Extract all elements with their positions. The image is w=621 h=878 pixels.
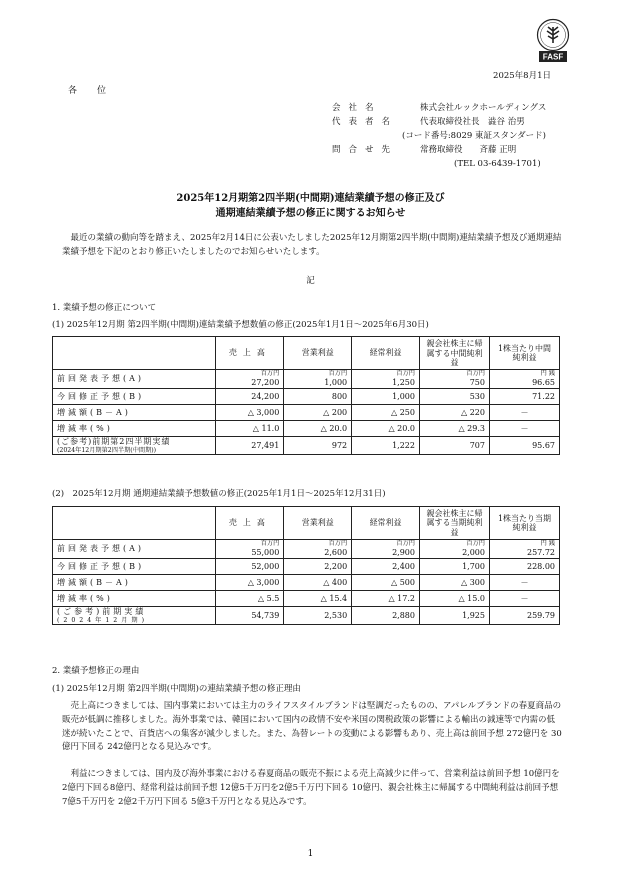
table2-cell: － (489, 591, 559, 607)
table2-cell: 円 銭 257.72 (489, 540, 559, 559)
table1-cell: 1,222 (352, 437, 420, 455)
table2-cell: － (489, 575, 559, 591)
table2-cell: 1,700 (419, 559, 489, 575)
addressee: 各位 (68, 86, 127, 96)
table1-cell: △ 200 (284, 405, 352, 421)
table1-cell: 800 (284, 389, 352, 405)
table1-cell: △ 29.3 (419, 421, 489, 437)
table2-cell: 54,739 (216, 607, 284, 625)
table1-cell: 円 銭 96.65 (489, 370, 559, 389)
table1-cell: 1,000 (352, 389, 420, 405)
table2-row-previous-label: 前回発表予想(A) (53, 540, 216, 559)
table2-cell: △ 17.2 (352, 591, 420, 607)
contact-person: 常務取締役 斉藤 正明 (420, 145, 517, 155)
table1-cell: △ 20.0 (284, 421, 352, 437)
table1-cell: 95.67 (489, 437, 559, 455)
table1-cell: △ 3,000 (216, 405, 284, 421)
securities-code: (コード番号:8029 東証スタンダード) (402, 131, 546, 141)
table2-cell: 2,880 (352, 607, 420, 625)
table2-cell: 2,200 (284, 559, 352, 575)
table2-row-rate-label: 増減率(%) (53, 591, 216, 607)
table2-cell: 1,925 (419, 607, 489, 625)
company-label: 会社名 (332, 103, 382, 113)
representative-label: 代表者名 (332, 117, 399, 127)
table1-row-revised-label: 今回修正予想(B) (53, 389, 216, 405)
table2-cell: 百万円 2,000 (419, 540, 489, 559)
table1-cell: 71.22 (489, 389, 559, 405)
table1-cell: 27,491 (216, 437, 284, 455)
table2-cell: 228.00 (489, 559, 559, 575)
table2-cell: △ 300 (419, 575, 489, 591)
table2-row-revised-label: 今回修正予想(B) (53, 559, 216, 575)
page-number: 1 (307, 849, 314, 859)
table2-cell: 百万円 2,900 (352, 540, 420, 559)
table1-caption: (1) 2025年12月期 第2四半期(中間期)連結業績予想数値の修正(2025年1月1日～2025年6月30日) (52, 320, 429, 330)
table1-row-previous-label: 前回発表予想(A) (53, 370, 216, 389)
representative-name: 代表取締役社長 澁谷 治男 (420, 117, 525, 127)
release-date: 2025年8月1日 (493, 71, 551, 81)
reason-paragraph-sales: 売上高につきましては、国内事業においては主力のライフスタイルブランドは堅調だったものの、アパレルブランドの春夏商品の販売が低調に推移しました。海外事業では、韓国において国内の政情不安や米国の関税政策の影響による輸出の減速等で内需の低迷が続いたことで、百貨店への集客が減少しました。また、為替レートの変動による影響もあり、売上高は前回予想 272億円を 30億円下回る 242億円となる見込みです。 (62, 701, 562, 753)
contact-label: 問合せ先 (332, 145, 399, 155)
table2-row-change-label: 増減額(B－A) (53, 575, 216, 591)
table1-header-operating-income: 営業利益 (284, 337, 352, 370)
fasf-logo-text: FASF (542, 52, 564, 62)
fasf-logo (536, 18, 570, 64)
table1-cell: 百万円 27,200 (216, 370, 284, 389)
table2-cell: 2,400 (352, 559, 420, 575)
table1-header-sales: 売上高 (216, 337, 284, 370)
table2-cell: △ 5.5 (216, 591, 284, 607)
ki-marker: 記 (306, 276, 315, 286)
table1-cell: △ 20.0 (352, 421, 420, 437)
table2-header-operating-income: 営業利益 (284, 507, 352, 540)
table2-cell: △ 500 (352, 575, 420, 591)
table2-header-eps: 1株当たり当期純利益 (489, 507, 559, 540)
table1-header-ordinary-income: 経常利益 (352, 337, 420, 370)
table1-cell: － (489, 421, 559, 437)
intro-paragraph: 最近の業績の動向等を踏まえ、2025年2月14日に公表いたしました2025年12月期第2四半期(中間期)連結業績予想及び通期連結業績予想を下記のとおり修正いたしましたのでお知らせいたします。 (62, 233, 562, 257)
table1-interim-forecast (52, 336, 560, 455)
table2-header-ordinary-income: 経常利益 (352, 507, 420, 540)
section1-heading: 1. 業績予想の修正について (52, 303, 157, 313)
table2-cell: 259.79 (489, 607, 559, 625)
contact-phone: (TEL 03-6439-1701) (454, 159, 541, 169)
table1-header-eps: 1株当たり中間純利益 (489, 337, 559, 370)
table2-cell: △ 400 (284, 575, 352, 591)
table1-cell: △ 220 (419, 405, 489, 421)
reason-paragraph-profit: 利益につきましては、国内及び海外事業における春夏商品の販売不振による売上高減少に伴って、営業利益は前回予想 10億円を2億円下回る8億円、経常利益は前回予想 12億5千万円を2億5千万円下回る 10億円、親会社株主に帰属する中間純利益は前回予想 7億5千万円を 2億2千万円下回る 5億3千万円となる見込みです。 (62, 769, 560, 807)
table2-row-reference-label: (ご参考)前期実績 (2024年12月期) (53, 607, 216, 625)
section2-heading: 2. 業績予想修正の理由 (52, 666, 140, 676)
table1-cell: 百万円 1,250 (352, 370, 420, 389)
table2-cell: △ 15.0 (419, 591, 489, 607)
document-title (0, 192, 621, 221)
table2-cell: △ 15.4 (284, 591, 352, 607)
table1-corner (53, 337, 216, 370)
table1-cell: 530 (419, 389, 489, 405)
table1-cell: 百万円 750 (419, 370, 489, 389)
table2-header-sales: 売上高 (216, 507, 284, 540)
table1-cell: 百万円 1,000 (284, 370, 352, 389)
table2-header-net-income: 親会社株主に帰属する当期純利益 (419, 507, 489, 540)
table1-cell: 24,200 (216, 389, 284, 405)
section2-subheading: (1) 2025年12月期 第2四半期(中間期)の連結業績予想の修正理由 (52, 684, 301, 694)
table1-cell: － (489, 405, 559, 421)
table2-caption: (2) 2025年12月期 通期連結業績予想数値の修正(2025年1月1日～2025年12月31日) (52, 489, 386, 499)
table1-cell: 707 (419, 437, 489, 455)
table1-cell: 972 (284, 437, 352, 455)
table1-cell: △ 11.0 (216, 421, 284, 437)
table2-cell: 百万円 2,600 (284, 540, 352, 559)
company-name: 株式会社ルックホールディングス (420, 103, 547, 113)
table2-full-year-forecast (52, 506, 560, 625)
table2-cell: 百万円 55,000 (216, 540, 284, 559)
table1-header-net-income: 親会社株主に帰属する中間純利益 (419, 337, 489, 370)
table1-row-rate-label: 増減率(%) (53, 421, 216, 437)
table1-row-reference-label: (ご参考)前期第2四半期実績 (2024年12月期第2四半期(中間期)) (53, 437, 216, 455)
title-line-1: 2025年12月期第2四半期(中間期)連結業績予想の修正及び (176, 193, 445, 204)
table1-row-change-label: 増減額(B－A) (53, 405, 216, 421)
title-line-2: 通期連結業績予想の修正に関するお知らせ (215, 207, 406, 219)
table1-cell: △ 250 (352, 405, 420, 421)
table2-cell: 2,530 (284, 607, 352, 625)
table2-corner (53, 507, 216, 540)
table2-cell: △ 3,000 (216, 575, 284, 591)
table2-cell: 52,000 (216, 559, 284, 575)
